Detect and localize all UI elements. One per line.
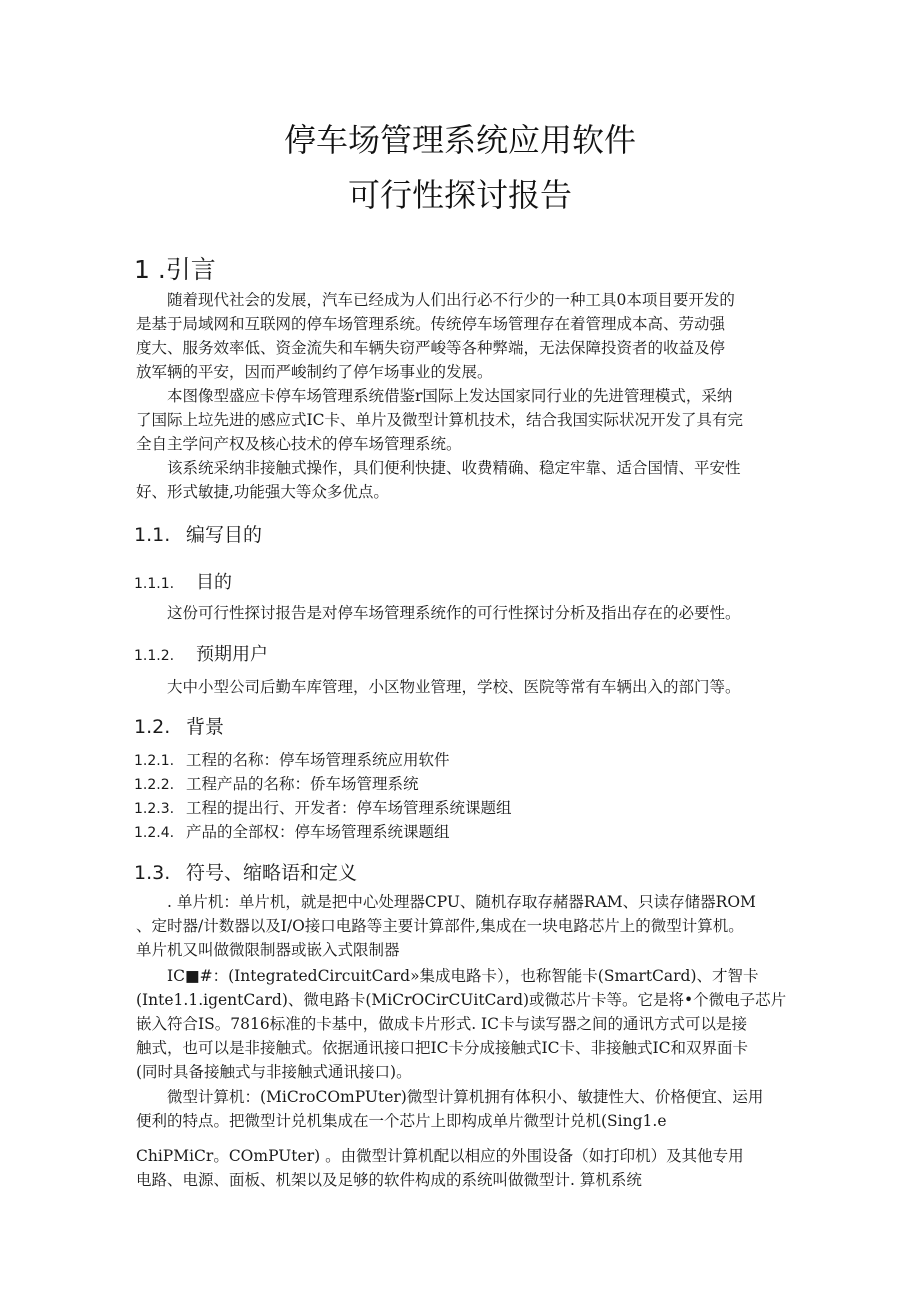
text-line: 了国际上垃先进的感应式IC卡、单片及微型计算机技术，结合我国实际状况开发了具有完 <box>136 411 743 429</box>
heading-text: 目的 <box>196 572 232 593</box>
text-line: . 单片机：单片机，就是把中心处理器CPU、随机存取存赭器RAM、只读存储器ROM <box>167 893 756 911</box>
users-paragraph <box>136 675 792 699</box>
item-number: 1.2.2. <box>134 777 175 793</box>
item-text: 工程的提出行、开发者：停车场管理系统课题组 <box>186 799 512 817</box>
intro-paragraph-3 <box>136 456 792 504</box>
item-number: 1.2.1. <box>134 753 175 769</box>
item-number: 1.2.3. <box>134 801 175 817</box>
heading-number: 1.1.2. <box>134 648 175 664</box>
purpose-paragraph <box>136 601 792 625</box>
text-line: 这份可行性探讨报告是对停车场管理系统作的可行性探讨分析及指出存在的必要性。 <box>167 604 741 622</box>
background-item <box>134 796 512 818</box>
doc-title-line1: 停车场管理系统应用软件 <box>283 121 636 159</box>
section-heading-intro: 1 .引言 <box>134 255 216 284</box>
text-line: 随着现代社会的发展，汽车已经成为人们出行必不行少的一种工具0本项目要开发的 <box>167 291 735 309</box>
text-line: 、定时器/计数器以及I/O接口电路等主要计算部件,集成在一块电路芯片上的微型计算机。 <box>136 917 744 935</box>
text-line: 好、形式敏捷,功能强大等众多优点。 <box>136 483 389 501</box>
text-line: 该系统采纳非接触式操作，具们便利快捷、收费精确、稳定牢靠、适合国情、平安性 <box>167 459 741 477</box>
text-line: 本图像型盛应卡停车场管理系统借鉴r国际上发达国家同行业的先进管理模式，采纳 <box>167 387 733 405</box>
background-item <box>134 748 450 770</box>
text-line: 便利的特点。把微型计兑机集成在一个芯片上即构成单片微型计兑机(Sing1.e <box>136 1112 667 1130</box>
text-line: 电路、电源、面板、机架以及足够的软件构成的系统叫做微型计. 算机系统 <box>136 1171 642 1189</box>
heading-1-1-1 <box>134 568 232 594</box>
text-line: (同时具备接触式与非接触式通讯接口)。 <box>136 1063 412 1081</box>
text-line: ChiPMiCr。COmPUter) 。由微型计算机配以相应的外围设备（如打印机）及其他专用 <box>136 1147 744 1165</box>
background-item <box>134 772 419 794</box>
text-line: 度大、服务效率低、资金流失和车辆失窃严峻等各种弊端，无法保障投资者的收益及停 <box>136 339 726 357</box>
intro-paragraph-1 <box>136 288 792 384</box>
item-text: 工程产品的名称：侨车场管理系统 <box>186 775 419 793</box>
background-item <box>134 820 450 842</box>
microcomputer-definition-paragraph <box>136 1085 792 1133</box>
microcomputer-system-paragraph <box>136 1144 792 1192</box>
heading-text: 符号、缩略语和定义 <box>186 862 358 884</box>
heading-1-1-2 <box>134 640 268 666</box>
heading-number: 1.1. <box>134 524 171 546</box>
text-line: 是基于局域网和互联网的停车场管理系统。传统停车场管理存在着管理成本高、劳动强 <box>136 315 726 333</box>
item-text: 产品的全部权：停车场管理系统课题组 <box>186 823 450 841</box>
intro-paragraph-2 <box>136 384 792 456</box>
heading-1-1 <box>134 520 262 547</box>
text-line: 全自主学问产权及核心技术的停车场管理系统。 <box>136 435 462 453</box>
text-line: 微型计算机：(MiCroCOmPUter)微型计算机拥有体积小、敏捷性大、价格便宜、运用 <box>167 1088 764 1106</box>
text-line: 大中小型公司后勤车库管理，小区物业管理，学校、医院等常有车辆出入的部门等。 <box>167 678 741 696</box>
heading-number: 1.1.1. <box>134 576 175 592</box>
item-text: 工程的名称：停车场管理系统应用软件 <box>186 751 450 769</box>
heading-number: 1.2. <box>134 716 171 738</box>
doc-title-line2: 可行性探讨报告 <box>347 176 572 214</box>
text-line: 单片机又叫做微限制器或嵌入式限制器 <box>136 941 400 959</box>
text-line: 触式，也可以是非接触式。依据通讯接口把IC卡分成接触式IC卡、非接触式IC和双界面卡 <box>136 1039 748 1057</box>
heading-1-3 <box>134 858 357 885</box>
heading-1-2 <box>134 712 224 739</box>
text-line: (Inte1.1.igentCard)、微电路卡(MiCrOCirCUitCard)或微芯片卡等。它是将•个微电子芯片 <box>136 991 787 1009</box>
ic-card-definition-paragraph <box>136 964 792 1084</box>
item-number: 1.2.4. <box>134 825 175 841</box>
heading-text: 编写目的 <box>186 524 263 546</box>
mcu-definition-paragraph <box>136 890 792 962</box>
heading-text: 背景 <box>186 716 225 738</box>
text-line: IC■#：(IntegratedCircuitCard»集成电路卡），也称智能卡(SmartCard)、才智卡 <box>167 967 759 985</box>
text-line: 嵌入符合IS。7816标准的卡基中，做成卡片形式. IC卡与读写器之间的通讯方式可以是接 <box>136 1015 748 1033</box>
heading-number: 1.3. <box>134 862 171 884</box>
heading-text: 预期用户 <box>196 644 268 665</box>
text-line: 放军辆的平安，因而严峻制约了停乍场事业的发展。 <box>136 363 493 381</box>
